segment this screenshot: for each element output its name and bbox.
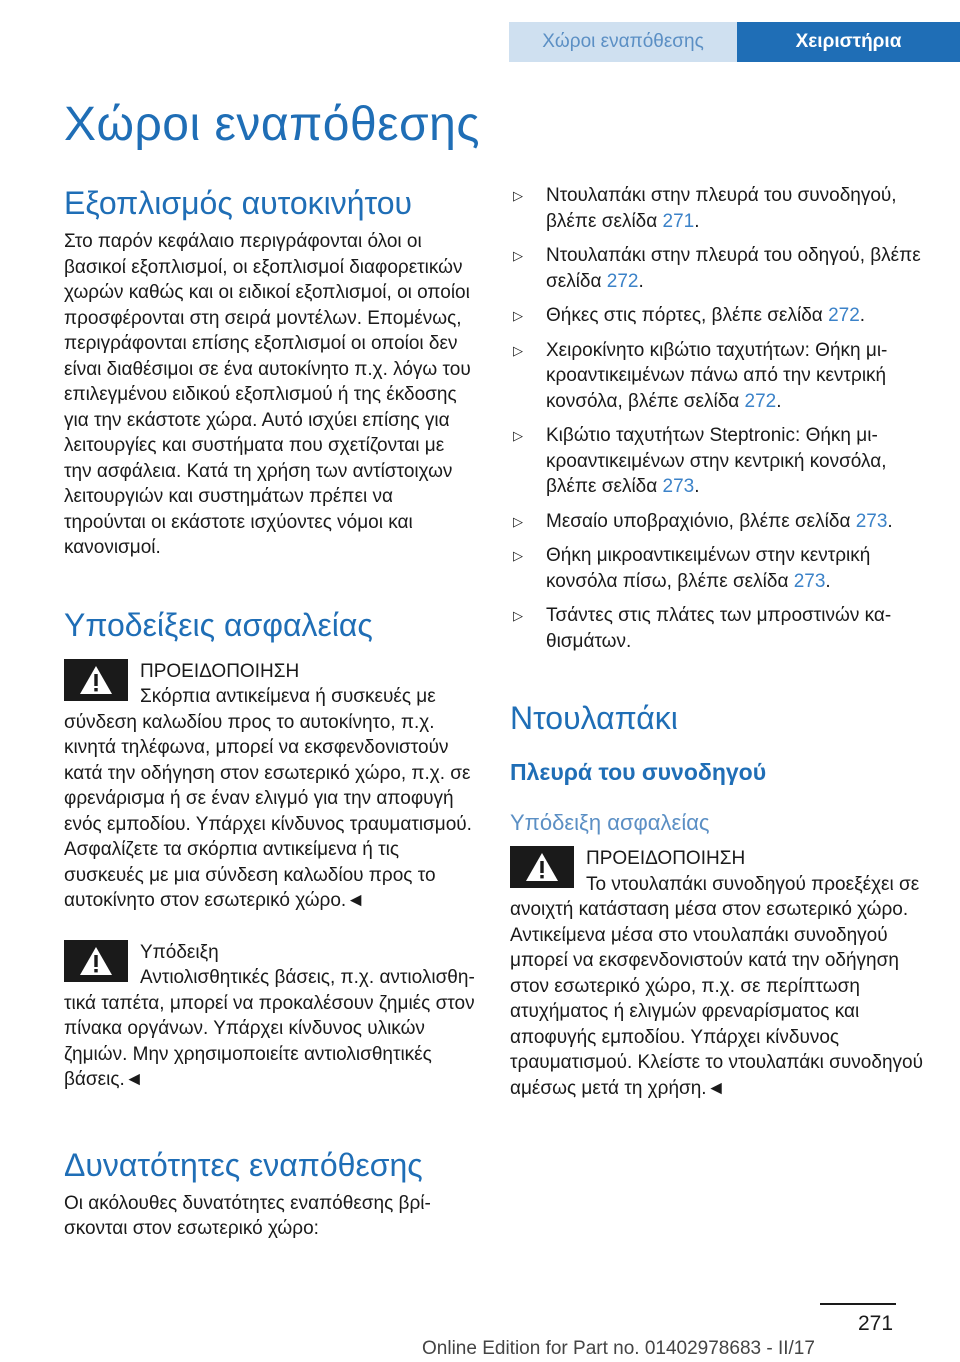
notice-triangle-icon	[64, 940, 128, 982]
warning-triangle-icon	[510, 846, 574, 888]
right-column	[510, 183, 926, 1101]
arrow-icon: ▷	[513, 428, 523, 443]
notice-text: Αντιολισθητικές βάσεις, π.χ. αντιολισθητικά ταπέτα, μπορεί να προκαλέσουν ζημιές στον πίνακα οργάνων. Υπάρχει κίνδυνος υλικών ζημιών. Μην χρησιμοποιείτε αντιολισθητικές βάσεις.◄	[64, 967, 475, 1090]
arrow-icon: ▷	[513, 342, 523, 358]
arrow-icon: ▷	[513, 513, 523, 529]
footer-edition: Online Edition for Part no. 01402978683 - II/17	[422, 1338, 815, 1359]
warning-text-1: Σκόρπια αντικείμενα ή συσκευές με σύνδεση καλωδίου προς το αυτοκίνητο, π.χ. κινητά τηλέφωνα, μπορεί να εκσφενδονιστούν κατά την οδήγηση στον εσωτερικό χώρο, π.χ. σε φρενάρισμα ή σε έναν ελιγμό για την αποφυγή ενός εμποδίου. Υπάρχει κίνδυνος τραυματισμού. Ασφαλίζετε τα σκόρπια αντικείμενα ή τις συσκευές με μια σύνδεση καλωδίου προς το αυτοκίνητο στον εσωτερικό χώρο.◄	[64, 686, 472, 911]
arrow-icon: ▷	[513, 608, 523, 623]
page-link[interactable]: 272	[606, 270, 639, 292]
warning-label-1: ΠΡΟΕΙΔΟΠΟΙΗΣΗ	[140, 660, 300, 682]
list-item: ▷ Κιβώτιο ταχυτήτων Steptronic: Θήκη μικροαντικειμένων στην κεντρική κονσόλα, βλέπε σελίδα 273.	[513, 425, 887, 497]
equipment-body: Στο παρόν κεφάλαιο περιγράφονται όλοι οι βασικοί εξοπλισμοί, οι εξοπλισμοί διαφορετικών χωρών καθώς και οι ειδικοί εξοπλισμοί, οι οποίοι προσφέρονται στη σειρά μοντέλων. Επομένως, περιγράφονται επίσης εξοπλισμοί οι οποίοι δεν είναι διαθέσιμοι σε ένα αυτοκίνητο π.χ. λόγω του επιλεγμένου ειδικού εξοπλισμού ή της έκδοσης για την εκάστοτε χώρα. Αυτό ισχύει επίσης για λειτουργίες και συστήματα που σχετίζονται με την ασφάλεια. Κατά τη χρήση των αντίστοιχων λειτουργιών και συστημάτων πρέπει να τηρούνται οι εκάστοτε ισχύοντες νόμοι και κανονισμοί.	[64, 231, 471, 558]
list-item: ▷ Χειροκίνητο κιβώτιο ταχυτήτων: Θήκη μικροαντικειμένων πάνω από την κεντρική κονσόλα, βλέπε σελίδα 272.	[513, 339, 888, 412]
warning-triangle-icon	[64, 659, 128, 701]
glovebox-warning-text: Το ντουλαπάκι συνοδηγού προεξέχει σε ανοιχτή κατάσταση μέσα στον εσωτερικό χώρο. Αντικείμενα μέσα στο ντουλαπάκι συνοδηγού μπορεί να εκσφενδονιστούν κατά την οδήγηση στον εσωτερικό χώρο, π.χ. σε περίπτωση ατυχήματος ή ελιγμών φρεναρίσματος και αποφυγής εμποδίου. Υπάρχει κίνδυνος τραυματισμού. Κλείστε το ντουλαπάκι συνοδηγού αμέσως μετά τη χρήση.◄	[510, 873, 923, 1099]
notice-block	[64, 940, 476, 1093]
list-item: ▷ Ντουλαπάκι στην πλευρά του οδηγού, βλέπε σελίδα 272.	[513, 245, 921, 292]
glovebox-warning-block	[510, 846, 926, 1101]
arrow-icon: ▷	[513, 308, 523, 323]
page-link[interactable]: 271	[662, 210, 695, 232]
storage-list	[510, 183, 926, 654]
chapter-tab[interactable]: Χειριστήρια	[737, 22, 960, 62]
warning-block-1	[64, 659, 476, 914]
notice-label: Υπόδειξη	[140, 941, 219, 963]
footer-rule	[820, 1303, 896, 1305]
storage-heading: Δυνατότητες εναπόθεσης	[64, 1146, 423, 1183]
storage-body: Οι ακόλουθες δυνατότητες εναπόθεσης βρίσκονται στον εσωτερικό χώρο:	[64, 1192, 431, 1239]
glovebox-heading: Ντουλαπάκι	[510, 700, 678, 736]
page-link[interactable]: 272	[828, 305, 860, 326]
list-item: ▷ Ντουλαπάκι στην πλευρά του συνοδηγού, βλέπε σελίδα 271.	[513, 185, 897, 232]
glovebox-safety-heading: Υπόδειξη ασφαλείας	[510, 810, 710, 835]
section-tab[interactable]: Χώροι εναπόθεσης	[509, 22, 737, 62]
glovebox-warning-label: ΠΡΟΕΙΔΟΠΟΙΗΣΗ	[586, 848, 746, 869]
list-item: ▷ Μεσαίο υποβραχιόνιο, βλέπε σελίδα 273.	[510, 509, 926, 535]
equipment-heading: Εξοπλισμός αυτοκινήτου	[64, 185, 413, 221]
arrow-icon: ▷	[513, 548, 523, 563]
glovebox-subheading: Πλευρά του συνοδηγού	[510, 759, 767, 785]
list-item: ▷ Θήκη μικροαντικειμένων στην κεντρική κονσόλα πίσω, βλέπε σελίδα 273.	[513, 545, 871, 592]
page-link[interactable]: 273	[662, 476, 695, 497]
page-title: Χώροι εναπόθεσης	[64, 98, 480, 151]
list-item: ▷ Θήκες στις πόρτες, βλέπε σελίδα 272.	[510, 303, 926, 329]
left-column	[64, 183, 476, 1242]
arrow-icon: ▷	[513, 188, 523, 203]
page-link[interactable]: 273	[793, 570, 826, 592]
page-number: 271	[858, 1312, 894, 1335]
header-bar	[509, 22, 960, 62]
page-link[interactable]: 272	[744, 390, 777, 412]
list-item: ▷ Τσάντες στις πλάτες των μπροστινών καθισμάτων.	[513, 605, 892, 652]
arrow-icon: ▷	[513, 248, 523, 263]
page-link[interactable]: 273	[855, 510, 888, 532]
safety-heading: Υποδείξεις ασφαλείας	[64, 606, 373, 643]
